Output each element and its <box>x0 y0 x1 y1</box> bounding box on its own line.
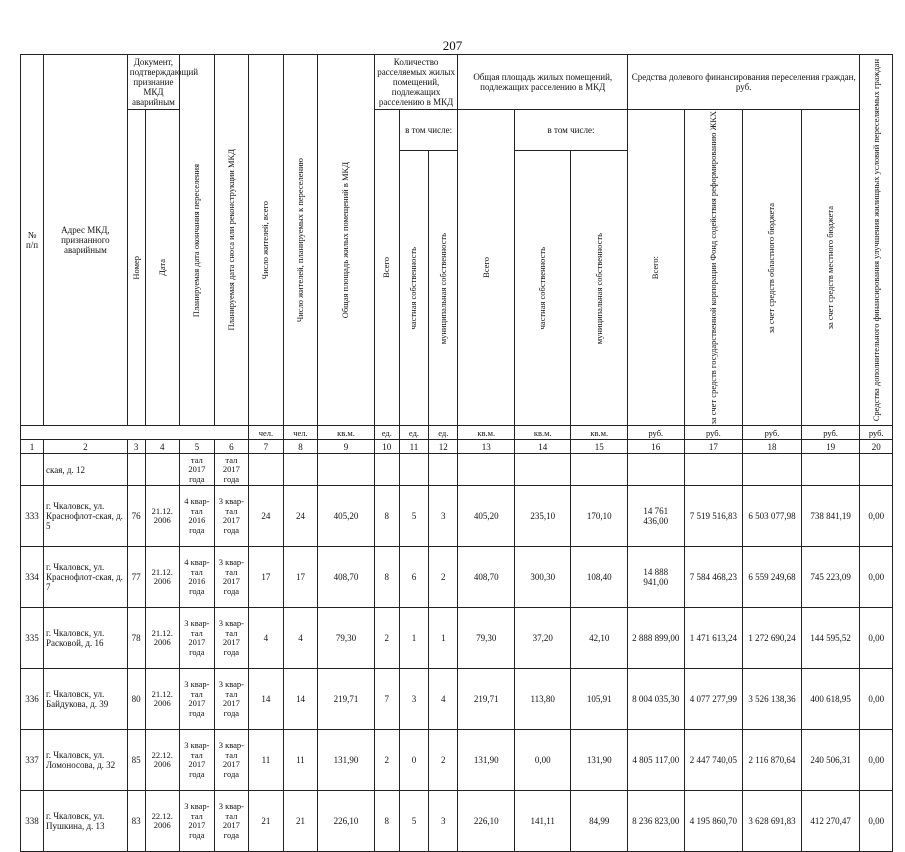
header-doc-number: Номер <box>127 110 145 426</box>
cell-c5: 3 квар-тал 2017 года <box>180 608 215 669</box>
cell-c15: 42,10 <box>571 608 628 669</box>
cell-c12: 2 <box>429 547 458 608</box>
cell-c10: 8 <box>374 547 399 608</box>
cell-c8: 17 <box>283 547 318 608</box>
cell-c18: 3 526 138,36 <box>743 669 802 730</box>
header-extra: Средства дополнительного финансирования улучшения жилищных условий переселяемых граждан <box>860 55 893 426</box>
cell-c8: 4 <box>283 608 318 669</box>
cell-c20: 0,00 <box>860 791 893 852</box>
header-count-municipal: муниципальная собственность <box>429 151 458 426</box>
cell-c19: 400 618,95 <box>801 669 860 730</box>
cell-c18: 6 503 077,98 <box>743 486 802 547</box>
unit-cell: кв.м. <box>318 426 375 440</box>
cell-c18: 1 272 690,24 <box>743 608 802 669</box>
cell-address: г. Чкаловск, ул. Краснофлот-ская, д. 5 <box>44 486 128 547</box>
cell-c18: 3 628 691,83 <box>743 791 802 852</box>
unit-cell: кв.м. <box>571 426 628 440</box>
unit-cell: ед. <box>374 426 399 440</box>
cell-c11: 6 <box>399 547 428 608</box>
cell-c7: 14 <box>249 669 284 730</box>
cell-num: 85 <box>127 730 145 791</box>
cell-c5: 4 квар-тал 2016 года <box>180 486 215 547</box>
cell-c14: 235,10 <box>514 486 571 547</box>
cell-c11: 5 <box>399 791 428 852</box>
cell-address: г. Чкаловск, ул. Байдукова, д. 39 <box>44 669 128 730</box>
cell-num: 76 <box>127 486 145 547</box>
header-count-total: Всего <box>374 110 399 426</box>
table-row <box>21 669 893 730</box>
resettlement-table <box>20 54 893 852</box>
cell-c7: 11 <box>249 730 284 791</box>
cell-c13: 219,71 <box>458 669 515 730</box>
cell-c20: 0,00 <box>860 669 893 730</box>
cell-c11: 1 <box>399 608 428 669</box>
cell-c9: 131,90 <box>318 730 375 791</box>
cell-c17: 4 195 860,70 <box>684 791 743 852</box>
cell-num: 78 <box>127 608 145 669</box>
cell-c9: 408,70 <box>318 547 375 608</box>
header-doc-date: Дата <box>145 110 180 426</box>
cell-c15: 84,99 <box>571 791 628 852</box>
cell-c16: 14 888 941,00 <box>628 547 685 608</box>
unit-cell: чел. <box>283 426 318 440</box>
cell-c16: 4 805 117,00 <box>628 730 685 791</box>
cell-c19: 745 223,09 <box>801 547 860 608</box>
cell-no: 337 <box>21 730 44 791</box>
cell-c7: 17 <box>249 547 284 608</box>
cell-address: г. Чкаловск, ул. Краснофлот-ская, д. 7 <box>44 547 128 608</box>
cell-c20: 0,00 <box>860 486 893 547</box>
cell-c17: 7 519 516,83 <box>684 486 743 547</box>
unit-cell: руб. <box>860 426 893 440</box>
cell-date: 22.12. 2006 <box>145 791 180 852</box>
cell-c14: 300,30 <box>514 547 571 608</box>
cell-no: 338 <box>21 791 44 852</box>
header-area-group: Общая площадь жилых помещений, подлежащих расселению в МКД <box>458 55 628 110</box>
header-area-total: Всего <box>458 110 515 426</box>
header-area-private: частная собственность <box>514 151 571 426</box>
cell-c12: 4 <box>429 669 458 730</box>
cell-no: 333 <box>21 486 44 547</box>
cell-c14: 113,80 <box>514 669 571 730</box>
cell-c8: 24 <box>283 486 318 547</box>
cell-c15: 105,91 <box>571 669 628 730</box>
cell-c19: 738 841,19 <box>801 486 860 547</box>
cell-c5: 4 квар-тал 2016 года <box>180 547 215 608</box>
cell-c17: 2 447 740,05 <box>684 730 743 791</box>
cell-c18: 6 559 249,68 <box>743 547 802 608</box>
cell-c17: 4 077 277,99 <box>684 669 743 730</box>
unit-cell: руб. <box>628 426 685 440</box>
cell-c11: 3 <box>399 669 428 730</box>
cell-c9: 219,71 <box>318 669 375 730</box>
cell-address: г. Чкаловск, ул. Ломоносова, д. 32 <box>44 730 128 791</box>
units-row <box>21 426 893 440</box>
unit-cell: чел. <box>249 426 284 440</box>
cell-c18: 2 116 870,64 <box>743 730 802 791</box>
cell-c7: 4 <box>249 608 284 669</box>
table-row <box>21 547 893 608</box>
cell-c9: 405,20 <box>318 486 375 547</box>
unit-cell: руб. <box>801 426 860 440</box>
cell-c6: 3 квар-тал 2017 года <box>214 486 249 547</box>
cell-num: 83 <box>127 791 145 852</box>
cell-c11: 5 <box>399 486 428 547</box>
cell-c9: 79,30 <box>318 608 375 669</box>
cell-c7: 24 <box>249 486 284 547</box>
cell-c8: 21 <box>283 791 318 852</box>
cell-c12: 2 <box>429 730 458 791</box>
cell-c13: 79,30 <box>458 608 515 669</box>
header-no: № п/п <box>21 55 44 426</box>
table-row-partial: ская, д. 12 тал 2017 года тал 2017 года <box>21 454 893 486</box>
header-count-group: Количество расселяемых жилых помещений, подлежащих расселению в МКД <box>374 55 458 110</box>
unit-cell: руб. <box>684 426 743 440</box>
header-area-municipal: муниципальная собственность <box>571 151 628 426</box>
cell-c10: 8 <box>374 486 399 547</box>
cell-c14: 37,20 <box>514 608 571 669</box>
header-count-private: частная собственность <box>399 151 428 426</box>
cell-c15: 131,90 <box>571 730 628 791</box>
cell-c12: 3 <box>429 791 458 852</box>
cell-no: 336 <box>21 669 44 730</box>
cell-no: 334 <box>21 547 44 608</box>
cell-c20: 0,00 <box>860 608 893 669</box>
header-funds-local: за счет средств местного бюджета <box>801 110 860 426</box>
header-funds-region: за счет средств областного бюджета <box>743 110 802 426</box>
cell-c8: 14 <box>283 669 318 730</box>
cell-c12: 1 <box>429 608 458 669</box>
column-index-row: 1 2 3 4 5 6 7 8 9 10 11 12 13 14 15 16 17 18 19 20 <box>21 440 893 454</box>
table-row <box>21 730 893 791</box>
unit-cell: ед. <box>399 426 428 440</box>
cell-c6: 3 квар-тал 2017 года <box>214 669 249 730</box>
cell-c13: 405,20 <box>458 486 515 547</box>
cell-c15: 108,40 <box>571 547 628 608</box>
cell-date: 21.12. 2006 <box>145 547 180 608</box>
unit-cell: кв.м. <box>514 426 571 440</box>
cell-c13: 408,70 <box>458 547 515 608</box>
table-row <box>21 791 893 852</box>
cell-date: 21.12. 2006 <box>145 669 180 730</box>
cell-c5: 3 квар-тал 2017 года <box>180 791 215 852</box>
cell-c17: 1 471 613,24 <box>684 608 743 669</box>
cell-c6: 3 квар-тал 2017 года <box>214 730 249 791</box>
cell-date: 22.12. 2006 <box>145 730 180 791</box>
cell-c11: 0 <box>399 730 428 791</box>
cell-c6: 3 квар-тал 2017 года <box>214 791 249 852</box>
cell-c19: 144 595,52 <box>801 608 860 669</box>
table-row <box>21 486 893 547</box>
header-address: Адрес МКД, признанного аварийным <box>44 55 128 426</box>
cell-c17: 7 584 468,23 <box>684 547 743 608</box>
header-total-area: Общая площадь жилых помещений в МКД <box>318 55 375 426</box>
header-funds-group: Средства долевого финансирования переселения граждан, руб. <box>628 55 860 110</box>
unit-cell: руб. <box>743 426 802 440</box>
cell-c10: 7 <box>374 669 399 730</box>
cell-c20: 0,00 <box>860 730 893 791</box>
cell-num: 80 <box>127 669 145 730</box>
address-cell: ская, д. 12 <box>44 454 128 486</box>
cell-c6: 3 квар-тал 2017 года <box>214 608 249 669</box>
cell-c16: 14 761 436,00 <box>628 486 685 547</box>
header-residents-planned: Число жителей, планируемых к переселению <box>283 55 318 426</box>
cell-c10: 2 <box>374 730 399 791</box>
cell-c7: 21 <box>249 791 284 852</box>
cell-c16: 2 888 899,00 <box>628 608 685 669</box>
header-funds-total: Всего: <box>628 110 685 426</box>
cell-c10: 2 <box>374 608 399 669</box>
page-number: 207 <box>442 38 463 53</box>
cell-address: г. Чкаловск, ул. Расковой, д. 16 <box>44 608 128 669</box>
cell-no: 335 <box>21 608 44 669</box>
cell-c9: 226,10 <box>318 791 375 852</box>
cell-c8: 11 <box>283 730 318 791</box>
cell-c19: 412 270,47 <box>801 791 860 852</box>
header-resettle-end: Планируемая дата окончания переселения <box>180 55 215 426</box>
cell-c15: 170,10 <box>571 486 628 547</box>
cell-c5: 3 квар-тал 2017 года <box>180 730 215 791</box>
cell-c20: 0,00 <box>860 547 893 608</box>
cell-c12: 3 <box>429 486 458 547</box>
header-count-incl: в том числе: <box>399 110 458 151</box>
cell-c13: 226,10 <box>458 791 515 852</box>
cell-c13: 131,90 <box>458 730 515 791</box>
cell-c14: 0,00 <box>514 730 571 791</box>
unit-cell: кв.м. <box>458 426 515 440</box>
cell-c19: 240 506,31 <box>801 730 860 791</box>
header-demolish: Планируемая дата сноса или реконструкции МКД <box>214 55 249 426</box>
cell-c14: 141,11 <box>514 791 571 852</box>
header-residents-total: Число жителей, всего <box>249 55 284 426</box>
cell-date: 21.12. 2006 <box>145 486 180 547</box>
table-row <box>21 608 893 669</box>
cell-c10: 8 <box>374 791 399 852</box>
cell-date: 21.12. 2006 <box>145 608 180 669</box>
cell-c16: 8 236 823,00 <box>628 791 685 852</box>
cell-num: 77 <box>127 547 145 608</box>
cell-c16: 8 004 035,30 <box>628 669 685 730</box>
cell-address: г. Чкаловск, ул. Пушкина, д. 13 <box>44 791 128 852</box>
header-funds-fund: за счет средств государственной корпорации Фонд содействия реформированию ЖКХ <box>684 110 743 426</box>
cell-c5: 3 квар-тал 2017 года <box>180 669 215 730</box>
header-area-incl: в том числе: <box>514 110 627 151</box>
header-document: Документ, подтверждающий признание МКД аварийным <box>127 55 179 110</box>
unit-cell: ед. <box>429 426 458 440</box>
cell-c6: 3 квар-тал 2017 года <box>214 547 249 608</box>
